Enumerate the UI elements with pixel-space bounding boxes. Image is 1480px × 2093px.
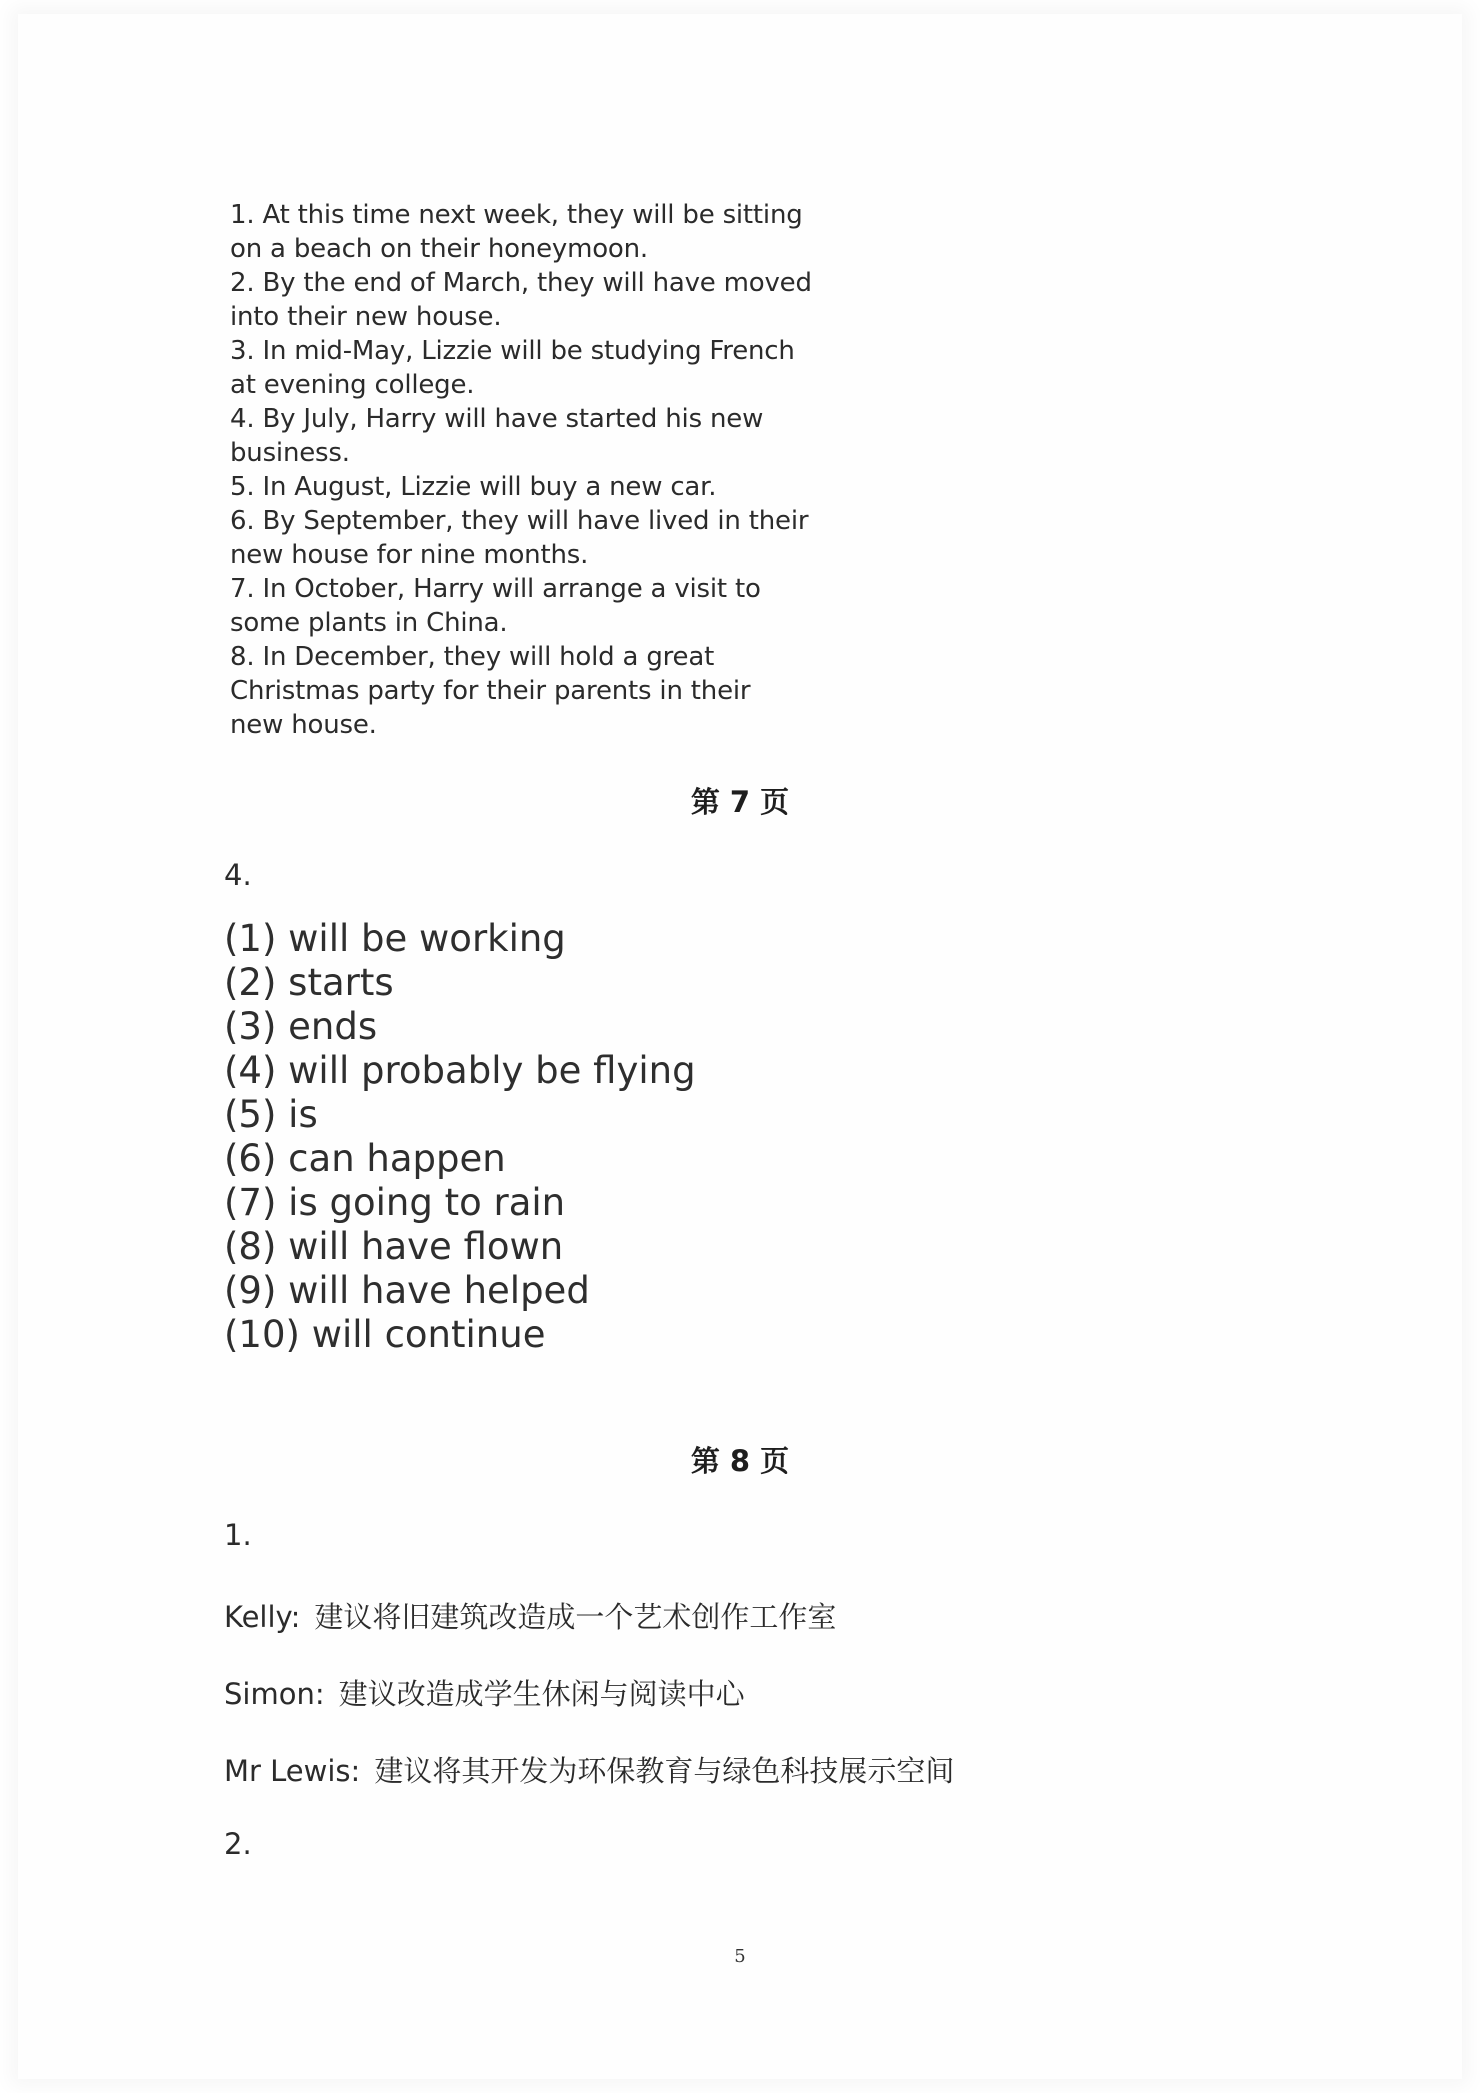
- suggestion-simon: [224, 1672, 745, 1713]
- answer-item: (9) will have helped: [224, 1269, 590, 1312]
- answer-item: (4) will probably be flying: [224, 1049, 696, 1092]
- answer-item: (1) will be working: [224, 917, 566, 960]
- answer-item: (7) is going to rain: [224, 1181, 566, 1224]
- exercise-number: 1.: [224, 1518, 252, 1552]
- speaker-name: Kelly:: [224, 1600, 301, 1634]
- sentence-item: 8. In December, they will hold a great Christmas party for their parents in their new house.: [230, 642, 751, 740]
- sentence-item: 4. By July, Harry will have started his new business.: [230, 404, 764, 468]
- page-number: 5: [734, 1946, 746, 1967]
- section-heading-page-7: 第 7 页: [690, 785, 790, 819]
- answer-item: (6) can happen: [224, 1137, 506, 1180]
- answer-item: (2) starts: [224, 961, 394, 1004]
- answer-item: (10) will continue: [224, 1313, 546, 1356]
- suggestion-kelly: [224, 1595, 836, 1636]
- sentence-item: 1. At this time next week, they will be sitting on a beach on their honeymoon.: [230, 200, 803, 264]
- sentence-item: 5. In August, Lizzie will buy a new car.: [230, 472, 717, 502]
- exercise-number: 2.: [224, 1827, 252, 1861]
- speaker-name: Mr Lewis:: [224, 1754, 361, 1788]
- suggestion-text: 建议将其开发为环保教育与绿色科技展示空间: [374, 1754, 955, 1788]
- suggestion-mr-lewis: [224, 1749, 954, 1790]
- sentence-item: 7. In October, Harry will arrange a visit to some plants in China.: [230, 574, 761, 638]
- sentence-list: [230, 198, 870, 742]
- exercise-number: 4.: [224, 858, 252, 892]
- answer-item: (3) ends: [224, 1005, 378, 1048]
- sentence-item: 6. By September, they will have lived in their new house for nine months.: [230, 506, 809, 570]
- speaker-name: Simon:: [224, 1677, 325, 1711]
- answer-item: (8) will have flown: [224, 1225, 564, 1268]
- sentence-item: 2. By the end of March, they will have moved into their new house.: [230, 268, 812, 332]
- suggestion-text: 建议改造成学生休闲与阅读中心: [338, 1677, 745, 1711]
- section-heading-page-8: 第 8 页: [690, 1444, 790, 1478]
- sentence-item: 3. In mid-May, Lizzie will be studying French at evening college.: [230, 336, 795, 400]
- answer-item: (5) is: [224, 1093, 318, 1136]
- answer-list: [224, 917, 696, 1357]
- suggestion-text: 建议将旧建筑改造成一个艺术创作工作室: [314, 1600, 837, 1634]
